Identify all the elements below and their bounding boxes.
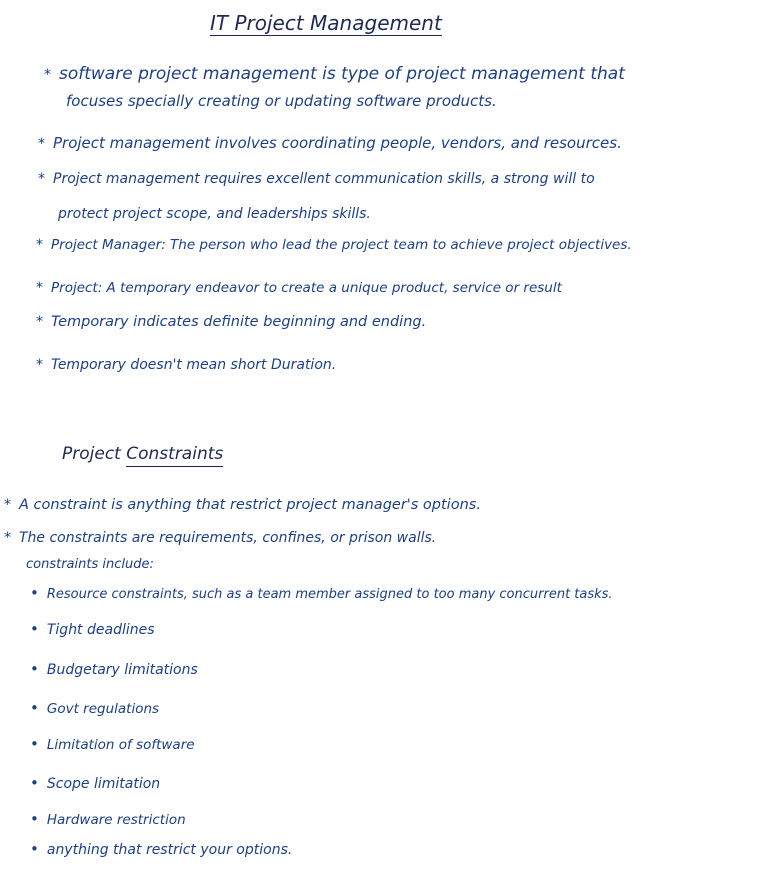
note-line bbox=[36, 281, 562, 296]
star-bullet: * bbox=[36, 314, 43, 330]
heading-word-underlined: Constraints bbox=[126, 444, 223, 467]
note-line bbox=[44, 66, 625, 83]
dot-bullet: • bbox=[30, 620, 39, 638]
list-item bbox=[30, 776, 160, 791]
note-line bbox=[36, 315, 426, 330]
note-line bbox=[4, 531, 436, 545]
note-text: software project management is type of project management that bbox=[59, 64, 625, 84]
list-item bbox=[30, 622, 155, 637]
dot-bullet: • bbox=[30, 735, 39, 753]
list-item-text: Resource constraints, such as a team member assigned to too many concurrent tasks. bbox=[46, 587, 613, 602]
note-text: A constraint is anything that restrict project manager's options. bbox=[19, 497, 481, 513]
star-bullet: * bbox=[38, 171, 45, 187]
list-item-text: Govt regulations bbox=[46, 701, 160, 717]
section-heading bbox=[62, 446, 223, 463]
note-line bbox=[58, 207, 371, 221]
star-bullet: * bbox=[36, 280, 43, 296]
dot-bullet: • bbox=[30, 660, 39, 678]
note-text: The constraints are requirements, confines, or prison walls. bbox=[19, 530, 437, 546]
note-text: focuses specially creating or updating software products. bbox=[66, 92, 497, 110]
note-line bbox=[38, 136, 622, 151]
dot-bullet: • bbox=[30, 584, 39, 602]
star-bullet: * bbox=[4, 530, 11, 546]
heading-word: Project bbox=[62, 444, 121, 464]
note-text: constraints include: bbox=[26, 557, 154, 572]
note-line bbox=[38, 172, 595, 186]
list-item-text: Limitation of software bbox=[46, 737, 195, 753]
star-bullet: * bbox=[36, 357, 43, 373]
dot-bullet: • bbox=[30, 840, 39, 858]
star-bullet: * bbox=[44, 67, 51, 83]
list-item bbox=[30, 737, 195, 753]
dot-bullet: • bbox=[30, 774, 39, 792]
note-text: Temporary doesn't mean short Duration. bbox=[51, 357, 337, 373]
note-text: Temporary indicates definite beginning and ending. bbox=[51, 314, 427, 330]
note-text: Project management involves coordinating people, vendors, and resources. bbox=[53, 134, 622, 152]
star-bullet: * bbox=[4, 497, 11, 513]
note-text: protect project scope, and leaderships skills. bbox=[58, 206, 371, 222]
note-text: Project Manager: The person who lead the project team to achieve project objectives. bbox=[51, 237, 632, 253]
list-item bbox=[30, 842, 292, 857]
list-item-text: Hardware restriction bbox=[46, 812, 186, 828]
list-item bbox=[30, 701, 159, 717]
list-item bbox=[30, 586, 613, 601]
list-item-text: Scope limitation bbox=[46, 776, 161, 792]
note-line bbox=[4, 498, 481, 513]
note-line bbox=[66, 94, 497, 109]
note-line bbox=[36, 358, 336, 372]
star-bullet: * bbox=[36, 237, 43, 253]
list-item bbox=[30, 812, 186, 828]
list-item-text: Budgetary limitations bbox=[46, 662, 198, 678]
note-text: Project: A temporary endeavor to create a unique product, service or result bbox=[51, 280, 562, 296]
note-line bbox=[26, 558, 154, 571]
list-item bbox=[30, 662, 198, 677]
list-item-text: anything that restrict your options. bbox=[46, 842, 293, 858]
page-title: IT Project Management bbox=[210, 11, 442, 35]
list-item-text: Tight deadlines bbox=[46, 622, 155, 638]
dot-bullet: • bbox=[30, 699, 39, 717]
note-text: Project management requires excellent communication skills, a strong will to bbox=[53, 171, 595, 187]
dot-bullet: • bbox=[30, 810, 39, 828]
note-line bbox=[36, 238, 632, 253]
star-bullet: * bbox=[38, 136, 45, 152]
